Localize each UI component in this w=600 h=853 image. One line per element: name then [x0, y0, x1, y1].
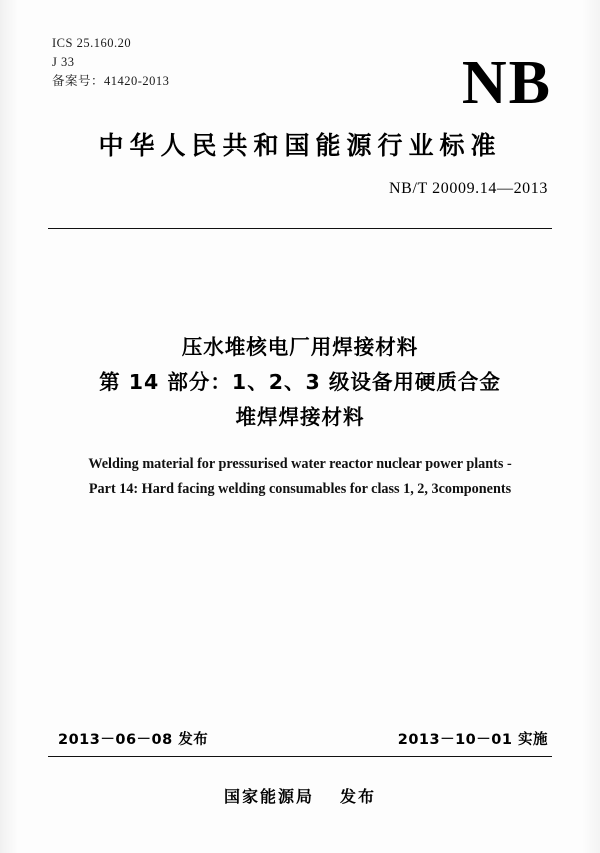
footer-divider: [48, 756, 552, 757]
title-en-line-2: Part 14: Hard facing welding consumables for class 1, 2, 3components: [88, 481, 512, 497]
document-title-en: [40, 452, 560, 502]
nb-logo: NB: [461, 49, 552, 117]
record-number: 备案号：41420-2013: [52, 74, 170, 88]
classification-code: J 33: [52, 55, 75, 69]
issue-date: 2013－06－08 发布: [58, 732, 209, 748]
title-cn-line-2: 第 14 部分：1、2、3 级设备用硬质合金: [99, 370, 501, 394]
document-title-cn: [60, 330, 540, 435]
header-codes: [52, 34, 169, 91]
issuer-verb: 发布: [340, 787, 377, 806]
title-en-line-1: Welding material for pressurised water reactor nuclear power plants -: [88, 456, 512, 472]
title-cn-line-3: 堆焊焊接材料: [235, 405, 365, 429]
series-title: 中华人民共和国能源行业标准: [98, 131, 502, 160]
issuer-line: [0, 784, 600, 807]
ics-code: ICS 25.160.20: [52, 36, 132, 50]
header-divider: [48, 228, 552, 229]
standard-number: NB/T 20009.14—2013: [389, 180, 548, 197]
effective-date: 2013－10－01 实施: [397, 732, 548, 748]
title-cn-line-1: 压水堆核电厂用焊接材料: [181, 335, 419, 359]
issuer-name: 国家能源局: [223, 787, 314, 806]
